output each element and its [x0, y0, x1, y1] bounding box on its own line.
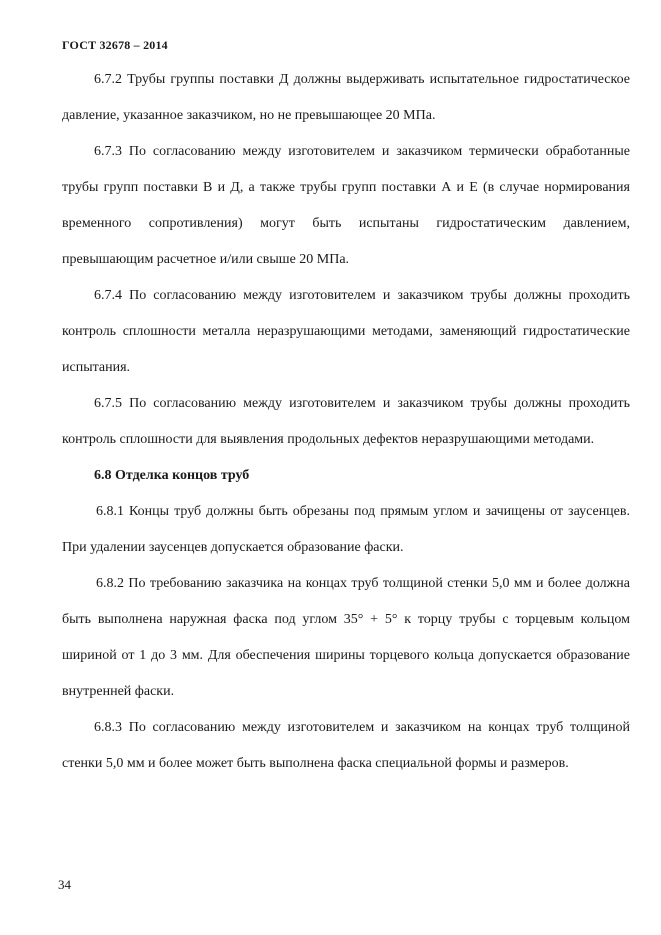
paragraph-6-7-5: 6.7.5 По согласованию между изготовителем и заказчиком трубы должны проходить контроль сплошности для выявления продольных дефектов неразрушающими методами. — [62, 396, 630, 447]
paragraph-6-8-1: 6.8.1 Концы труб должны быть обрезаны под прямым углом и зачищены от заусенцев. При удалении заусенцев допускается образование фаски. — [62, 504, 630, 555]
page-number: 34 — [58, 877, 71, 892]
paragraph-6-7-3: 6.7.3 По согласованию между изготовителем и заказчиком термически обработанные трубы групп поставки В и Д, а также трубы групп поставки А и Е (в случае нормирования временного сопротивления) могут быть испытаны гидростатическим давлением, превышающим расчетное и/или свыше 20 МПа. — [62, 144, 630, 267]
paragraph-6-7-4: 6.7.4 По согласованию между изготовителем и заказчиком трубы должны проходить контроль сплошности металла неразрушающими методами, заменяющий гидростатические испытания. — [62, 288, 630, 375]
section-title-6-8: 6.8 Отделка концов труб — [94, 468, 250, 483]
standard-header: ГОСТ 32678 – 2014 — [62, 38, 168, 52]
paragraph-6-7-2: 6.7.2 Трубы группы поставки Д должны выдерживать испытательное гидростатическое давление, указанное заказчиком, но не превышающее 20 МПа. — [62, 72, 630, 123]
paragraph-6-8-3: 6.8.3 По согласованию между изготовителем и заказчиком на концах труб толщиной стенки 5,0 мм и более может быть выполнена фаска специальной формы и размеров. — [62, 720, 630, 771]
document-body — [62, 62, 630, 782]
paragraph-6-8-2: 6.8.2 По требованию заказчика на концах труб толщиной стенки 5,0 мм и более должна быть выполнена наружная фаска под углом 35° + 5° к торцу трубы с торцевым кольцом шириной от 1 до 3 мм. Для обеспечения ширины торцевого кольца допускается образование внутренней фаски. — [62, 576, 630, 699]
